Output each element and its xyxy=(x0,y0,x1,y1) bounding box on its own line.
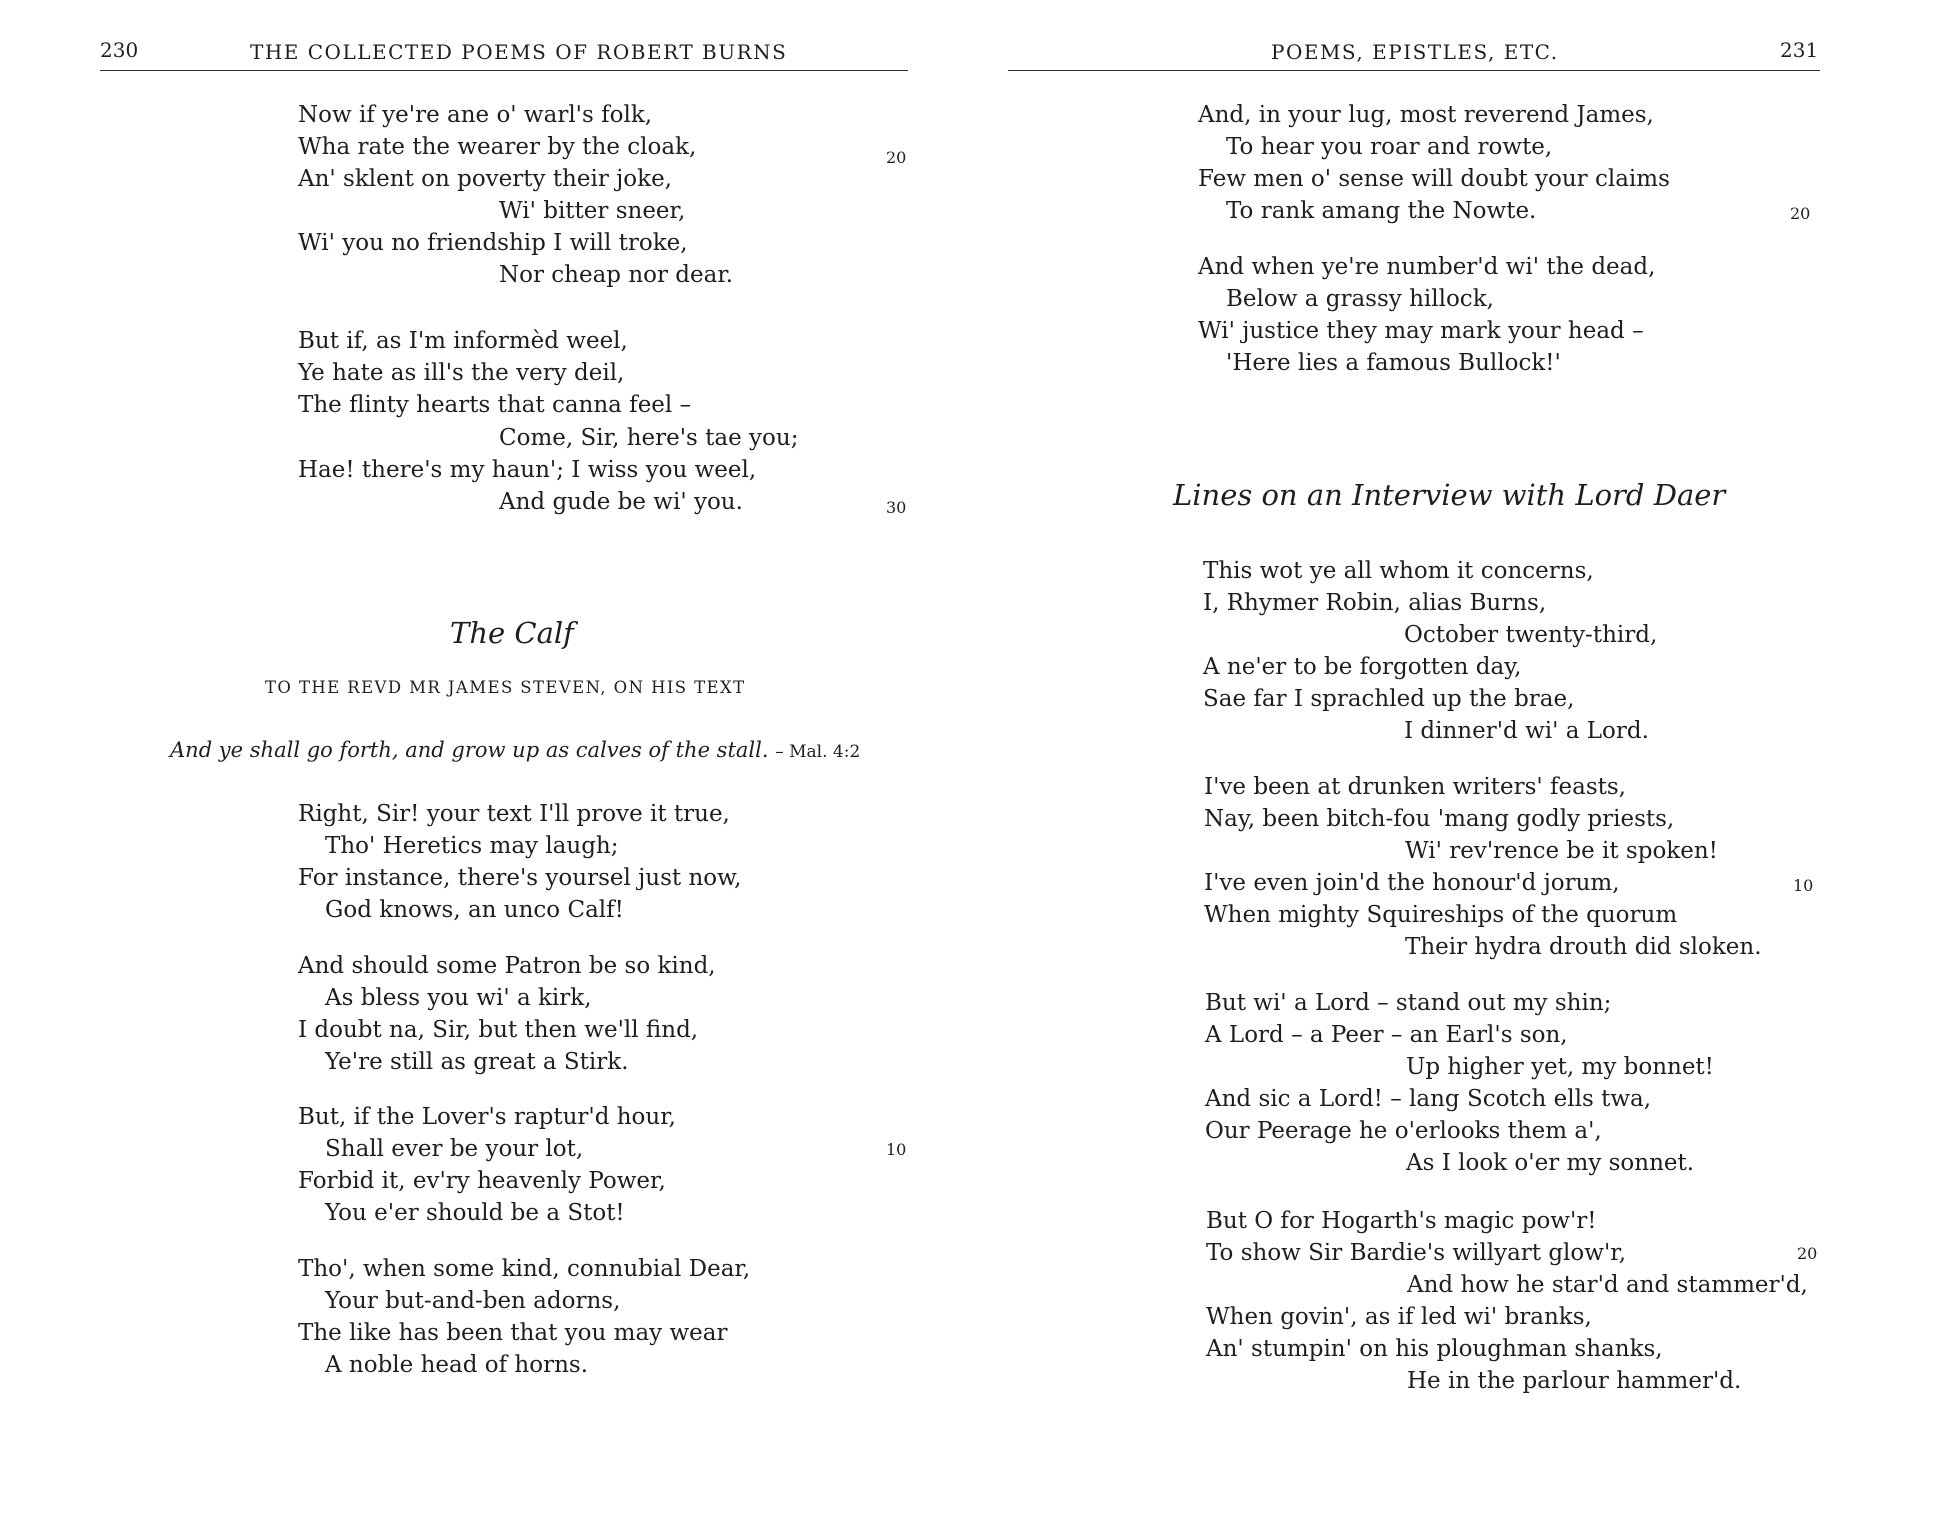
page-number: 230 xyxy=(100,38,139,62)
verse-line: Our Peerage he o'erlooks them a', xyxy=(1205,1118,1602,1144)
verse-line: God knows, an unco Calf! xyxy=(325,897,624,923)
poem-subtitle: TO THE REVD MR JAMES STEVEN, ON HIS TEXT xyxy=(265,678,746,697)
verse-line: Now if ye're ane o' warl's folk, xyxy=(298,102,653,128)
verse-line: But wi' a Lord – stand out my shin; xyxy=(1205,990,1612,1016)
verse-line: Forbid it, ev'ry heavenly Power, xyxy=(298,1168,666,1194)
verse-line: Your but-and-ben adorns, xyxy=(325,1288,621,1314)
verse-line: 'Here lies a famous Bullock!' xyxy=(1226,350,1561,376)
verse-line: October twenty-third, xyxy=(1404,622,1658,648)
verse-line: But if, as I'm informèd weel, xyxy=(298,328,628,354)
right-page xyxy=(968,0,1936,1540)
line-number: 10 xyxy=(886,1140,907,1159)
verse-line: Nay, been bitch-fou 'mang godly priests, xyxy=(1204,806,1675,832)
verse-line: Up higher yet, my bonnet! xyxy=(1406,1054,1714,1080)
verse-line: Right, Sir! your text I'll prove it true, xyxy=(298,801,730,827)
page-number: 231 xyxy=(1780,38,1819,62)
verse-line: Wi' rev'rence be it spoken! xyxy=(1405,838,1718,864)
line-number: 30 xyxy=(886,498,907,517)
header-rule xyxy=(1008,70,1820,71)
verse-line: And, in your lug, most reverend James, xyxy=(1198,102,1654,128)
verse-line: To show Sir Bardie's willyart glow'r, xyxy=(1206,1240,1627,1266)
verse-line: Sae far I sprachled up the brae, xyxy=(1203,686,1575,712)
verse-line: I've even join'd the honour'd jorum, xyxy=(1204,870,1620,896)
verse-line: And gude be wi' you. xyxy=(499,489,743,515)
verse-line: Wi' bitter sneer, xyxy=(499,198,686,224)
verse-line: Below a grassy hillock, xyxy=(1226,286,1494,312)
verse-line: Their hydra drouth did sloken. xyxy=(1405,934,1762,960)
verse-line: Wi' you no friendship I will troke, xyxy=(298,230,688,256)
line-number: 20 xyxy=(1797,1244,1818,1263)
verse-line: The like has been that you may wear xyxy=(298,1320,728,1346)
verse-line: For instance, there's yoursel just now, xyxy=(298,865,742,891)
verse-line: Few men o' sense will doubt your claims xyxy=(1198,166,1670,192)
verse-line: Ye hate as ill's the very deil, xyxy=(298,360,625,386)
verse-line: As bless you wi' a kirk, xyxy=(325,985,592,1011)
poem-title: Lines on an Interview with Lord Daer xyxy=(1173,478,1726,512)
verse-line: An' sklent on poverty their joke, xyxy=(298,166,672,192)
verse-line: And should some Patron be so kind, xyxy=(298,953,716,979)
verse-line: A noble head of horns. xyxy=(325,1352,589,1378)
running-head: THE COLLECTED POEMS OF ROBERT BURNS xyxy=(250,40,788,64)
epigraph-text: And ye shall go forth, and grow up as calves of the stall. xyxy=(170,738,769,762)
verse-line: Come, Sir, here's tae you; xyxy=(499,425,799,451)
verse-line: I've been at drunken writers' feasts, xyxy=(1204,774,1626,800)
line-number: 20 xyxy=(886,148,907,167)
verse-line: When mighty Squireships of the quorum xyxy=(1204,902,1678,928)
verse-line: I, Rhymer Robin, alias Burns, xyxy=(1203,590,1547,616)
verse-line: This wot ye all whom it concerns, xyxy=(1203,558,1594,584)
epigraph-reference: – Mal. 4:2 xyxy=(775,742,861,762)
verse-line: And when ye're number'd wi' the dead, xyxy=(1198,254,1656,280)
poem-title: The Calf xyxy=(450,616,574,650)
verse-line: As I look o'er my sonnet. xyxy=(1406,1150,1695,1176)
verse-line: When govin', as if led wi' branks, xyxy=(1206,1304,1592,1330)
verse-line: The flinty hearts that canna feel – xyxy=(298,392,692,418)
verse-line: I dinner'd wi' a Lord. xyxy=(1404,718,1649,744)
verse-line: Wi' justice they may mark your head – xyxy=(1198,318,1644,344)
verse-line: Shall ever be your lot, xyxy=(325,1136,584,1162)
running-head: POEMS, EPISTLES, ETC. xyxy=(1271,40,1559,64)
verse-line: An' stumpin' on his ploughman shanks, xyxy=(1206,1336,1663,1362)
line-number: 10 xyxy=(1793,876,1814,895)
verse-line: But, if the Lover's raptur'd hour, xyxy=(298,1104,676,1130)
verse-line: A ne'er to be forgotten day, xyxy=(1203,654,1522,680)
verse-line: Tho', when some kind, connubial Dear, xyxy=(298,1256,751,1282)
line-number: 20 xyxy=(1790,204,1811,223)
verse-line: Hae! there's my haun'; I wiss you weel, xyxy=(298,457,757,483)
verse-line: A Lord – a Peer – an Earl's son, xyxy=(1205,1022,1568,1048)
verse-line: He in the parlour hammer'd. xyxy=(1407,1368,1742,1394)
header-rule xyxy=(100,70,908,71)
verse-line: But O for Hogarth's magic pow'r! xyxy=(1206,1208,1597,1234)
verse-line: Tho' Heretics may laugh; xyxy=(325,833,619,859)
verse-line: And how he star'd and stammer'd, xyxy=(1407,1272,1808,1298)
verse-line: Wha rate the wearer by the cloak, xyxy=(298,134,697,160)
verse-line: To rank amang the Nowte. xyxy=(1226,198,1537,224)
verse-line: Ye're still as great a Stirk. xyxy=(325,1049,629,1075)
verse-line: Nor cheap nor dear. xyxy=(499,262,734,288)
verse-line: You e'er should be a Stot! xyxy=(325,1200,625,1226)
verse-line: And sic a Lord! – lang Scotch ells twa, xyxy=(1205,1086,1652,1112)
verse-line: To hear you roar and rowte, xyxy=(1226,134,1553,160)
verse-line: I doubt na, Sir, but then we'll find, xyxy=(298,1017,699,1043)
epigraph xyxy=(170,738,860,762)
